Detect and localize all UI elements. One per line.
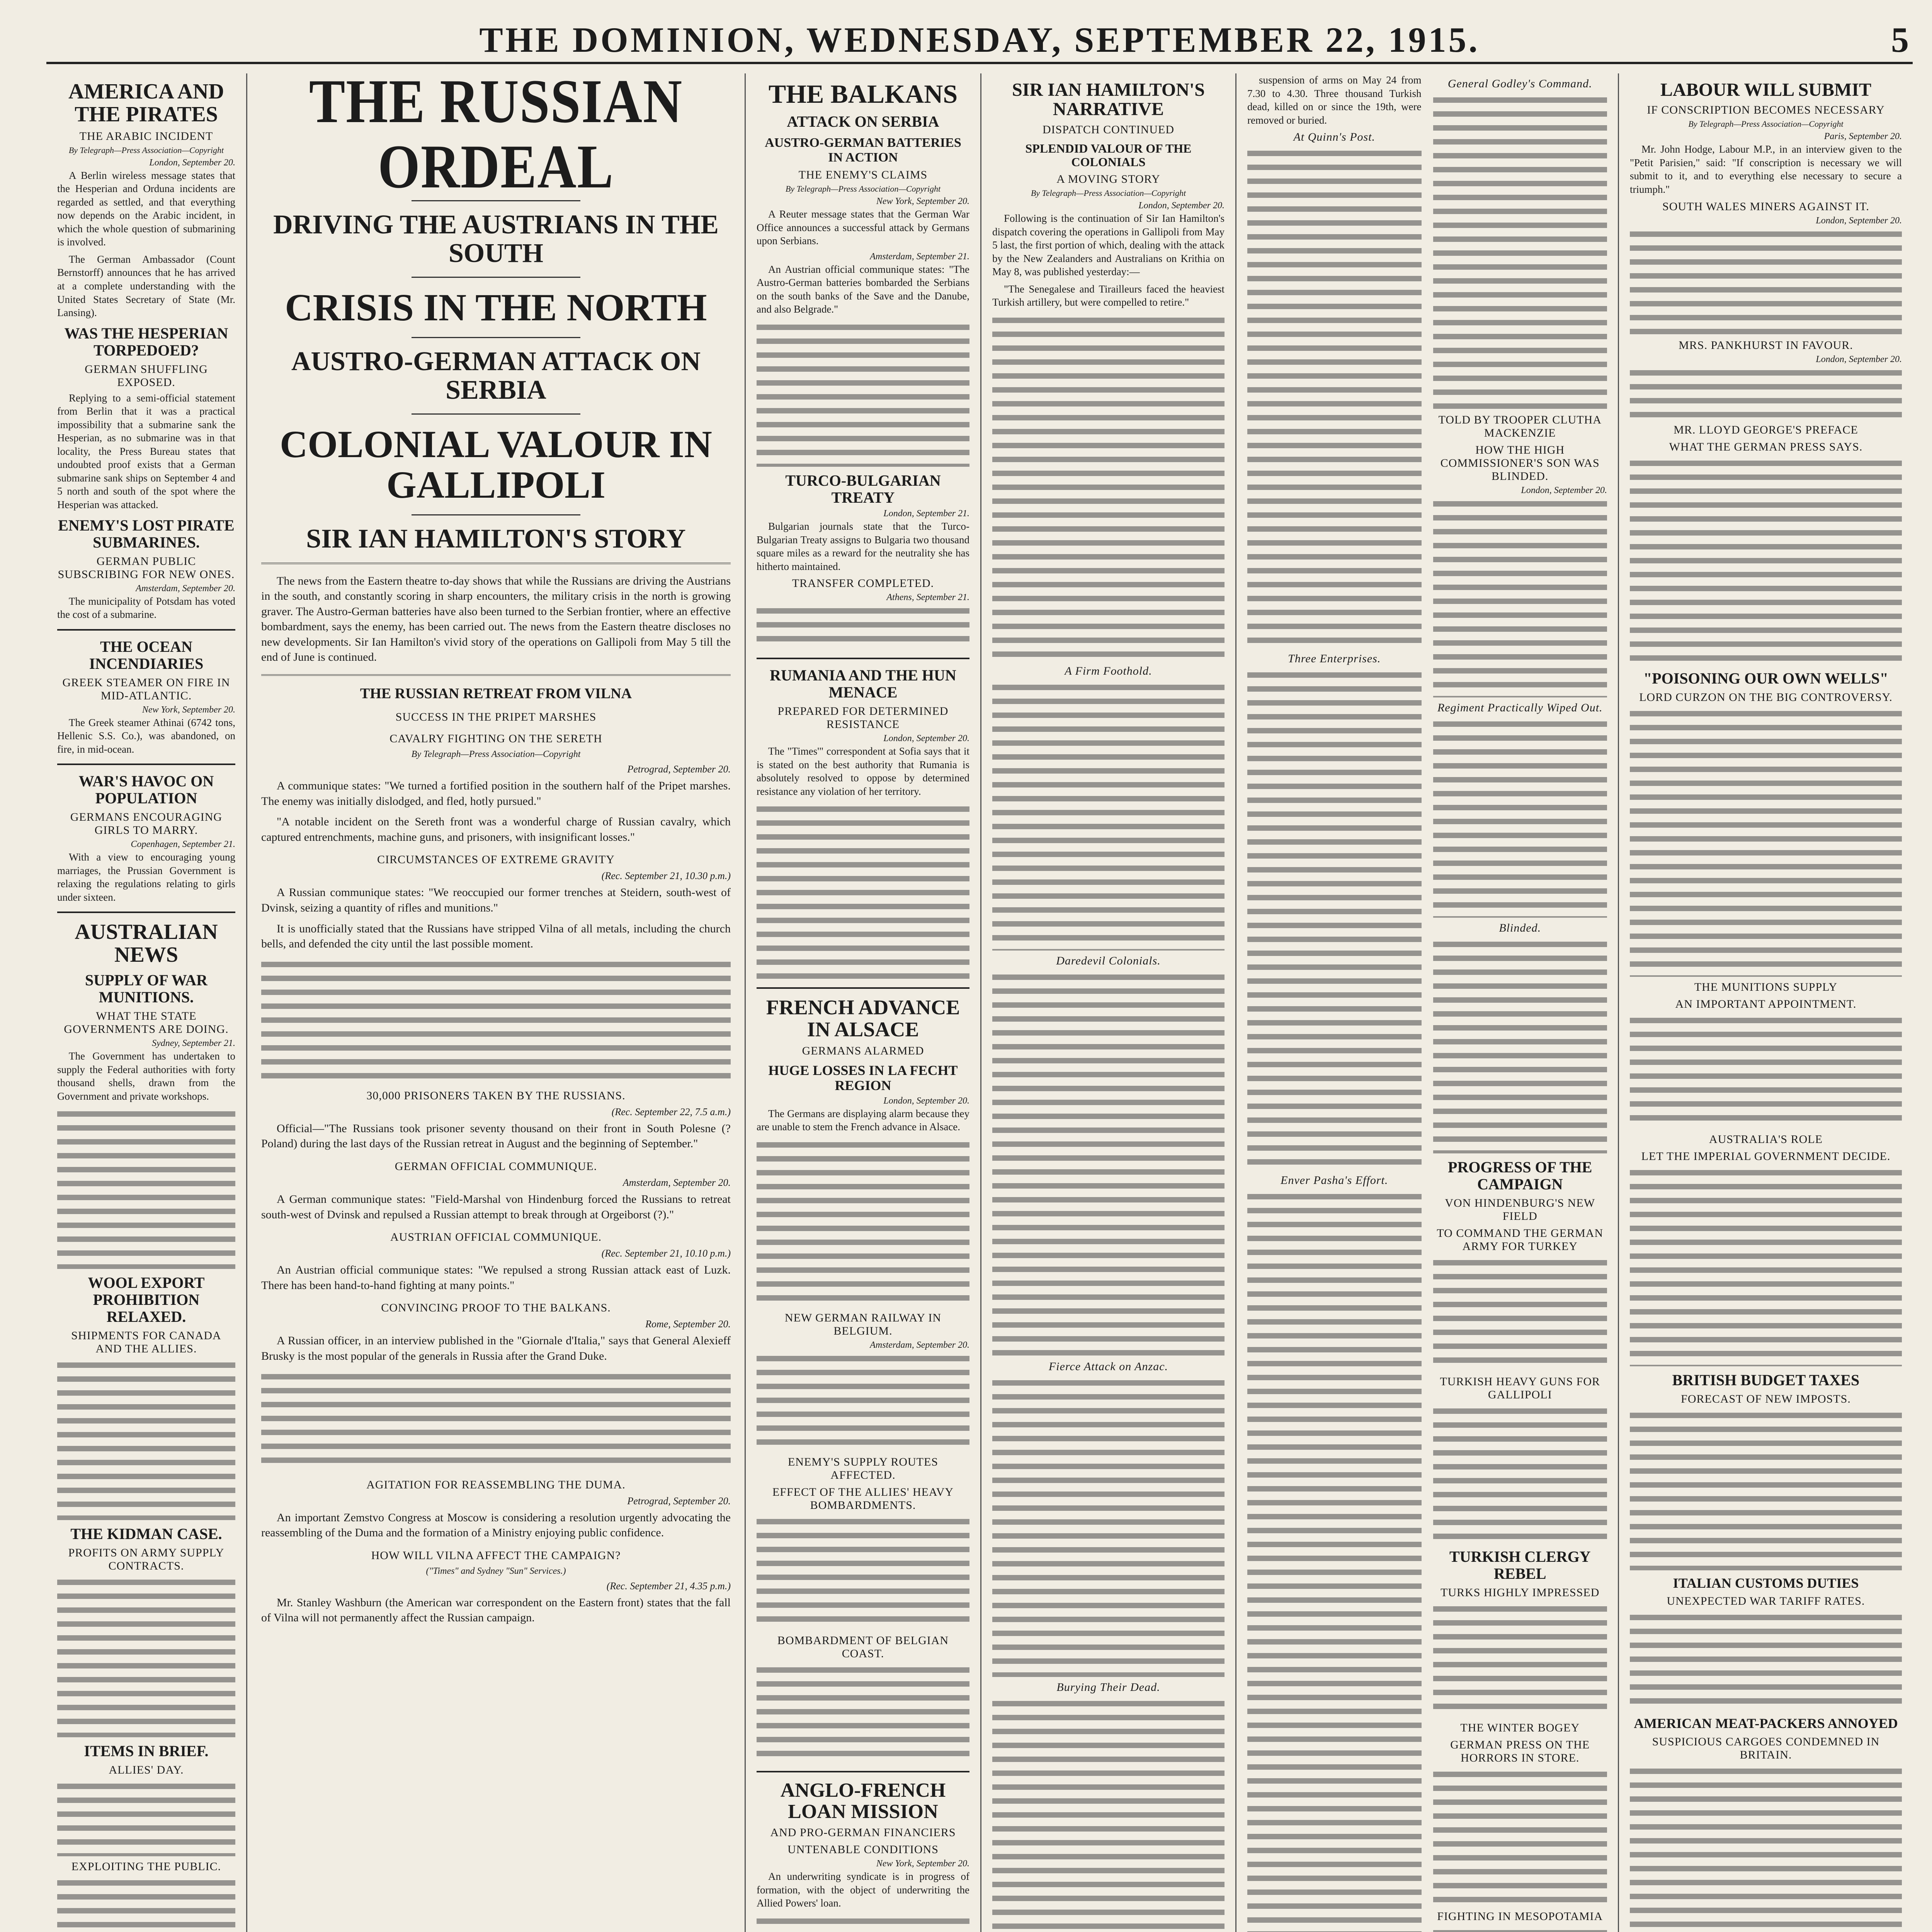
headline-pirate-submarines: ENEMY'S LOST PIRATE SUBMARINES.: [58, 516, 235, 551]
text-block: [1630, 1013, 1902, 1129]
article-text: A Russian officer, in an interview published in the "Giornale d'Italia," says that General Alexieff Brusky is the most popular of the generals in Russia after the Grand Duke.: [261, 1334, 731, 1362]
subhead: VON HINDENBURG'S NEW FIELD: [1445, 1197, 1595, 1223]
divider: [412, 337, 580, 338]
text-block: [1433, 93, 1607, 410]
dateline: London, September 20.: [883, 1095, 969, 1106]
dateline: (Rec. September 21, 10.30 p.m.): [601, 870, 731, 882]
section-subhead: AUSTRIAN OFFICIAL COMMUNIQUE.: [390, 1231, 602, 1244]
subhead: IF CONSCRIPTION BECOMES NECESSARY: [1647, 104, 1885, 117]
divider: [57, 764, 235, 765]
headline-wool-export: WOOL EXPORT PROHIBITION RELAXED.: [88, 1274, 205, 1326]
subhead: TURKISH HEAVY GUNS FOR GALLIPOLI: [1440, 1375, 1600, 1401]
headline-balkans: THE BALKANS: [768, 79, 958, 109]
subhead: FORECAST OF NEW IMPOSTS.: [1681, 1392, 1851, 1405]
text-block: [1630, 1610, 1902, 1711]
text-block: [57, 1107, 235, 1269]
section-subhead: 30,000 PRISONERS TAKEN BY THE RUSSIANS.: [366, 1089, 626, 1102]
subhead: NEW GERMAN RAILWAY IN BELGIUM.: [784, 1311, 942, 1338]
text-block: [757, 1914, 969, 1932]
subhead: TO COMMAND THE GERMAN ARMY FOR TURKEY: [1437, 1227, 1604, 1253]
dateline: Sydney, September 21.: [152, 1038, 235, 1049]
headline-america-pirates: AMERICA AND THE PIRATES: [68, 80, 224, 126]
article-text: An Austrian official communique states: "We repulsed a strong Russian attack east of Luzk. There has been hand-to-hand fighting at many points.": [261, 1264, 731, 1292]
headline-hesperian: WAS THE HESPERIAN TORPEDOED?: [64, 324, 228, 359]
subhead: A MOVING STORY: [1056, 173, 1160, 186]
headline-australian-news: AUSTRALIAN NEWS: [75, 920, 218, 967]
subhead: ALLIES' DAY.: [109, 1764, 184, 1777]
dateline: (Rec. September 21, 4.35 p.m.): [606, 1580, 731, 1592]
subhead: LORD CURZON ON THE BIG CONTROVERSY.: [1639, 690, 1893, 704]
subhead: SPLENDID VALOUR OF THE COLONIALS: [1025, 141, 1192, 169]
deck-headline: DRIVING THE AUSTRIANS IN THE SOUTH: [273, 210, 719, 268]
text-block: [1433, 1255, 1607, 1371]
dateline: Copenhagen, September 21.: [131, 839, 235, 850]
sub-column-right: [1433, 73, 1607, 1932]
divider: [412, 277, 580, 278]
subhead: WHAT THE GERMAN PRESS SAYS.: [1669, 440, 1863, 453]
headline-kidman-case: THE KIDMAN CASE.: [70, 1525, 222, 1543]
text-block: [1433, 1602, 1607, 1718]
page-number: 5: [1891, 20, 1909, 60]
subhead: Enver Pasha's Effort.: [1281, 1174, 1388, 1187]
text-block: [757, 1663, 969, 1763]
article-text: Bulgarian journals state that the Turco-Bulgarian Treaty assigns to Bulgaria two thousand square miles as a reward for the neutrality she has hitherto maintained.: [757, 520, 969, 572]
subhead: FIGHTING IN MESOPOTAMIA: [1437, 1910, 1603, 1923]
column-hamilton-narrative: [981, 73, 1236, 1932]
section-subhead: CONVINCING PROOF TO THE BALKANS.: [381, 1301, 611, 1315]
subhead: UNTENABLE CONDITIONS: [787, 1843, 939, 1856]
text-block: [992, 970, 1225, 1356]
subhead: MR. LLOYD GEORGE'S PREFACE: [1673, 423, 1858, 436]
deck-headline: CRISIS IN THE NORTH: [285, 286, 707, 329]
subhead: GERMANS ENCOURAGING GIRLS TO MARRY.: [70, 811, 223, 837]
text-block: [757, 1351, 969, 1452]
article-text: A German communique states: "Field-Marshal von Hindenburg forced the Russians to retreat south-west of Dvinsk and repulsed a Russian attempt to break through at Orgeiborst (?).": [261, 1193, 731, 1221]
article-text: Following is the continuation of Sir Ian Hamilton's dispatch covering the operations in Gallipoli from May 5 last, the first portion of which, dealing with the attack by the New Zealanders and Australians on Krithia on May 8, was published yesterday:—: [992, 213, 1225, 278]
subhead: ENEMY'S SUPPLY ROUTES AFFECTED.: [787, 1456, 938, 1482]
column-campaign: [1236, 73, 1619, 1932]
subhead: THE ENEMY'S CLAIMS: [798, 168, 928, 182]
article-text: A communique states: "We turned a fortified position in the southern half of the Pripet marshes. The enemy was initially dislodged, and fled, hotly pursued.": [261, 779, 731, 808]
article-text: Replying to a semi-official statement from Berlin that it was a practical impossibility that a submarine sank the Hesperian, as no submarine was in that locality, the Press Bureau states that undoubted proof exists that a German submarine sank ships on September 4 and 5 north and south of the spot where the Hesperian was attacked.: [57, 392, 235, 510]
byline: By Telegraph—Press Association—Copyright: [1688, 119, 1844, 129]
section-headline: THE RUSSIAN RETREAT FROM VILNA: [360, 685, 632, 702]
headline-french-advance: FRENCH ADVANCE IN ALSACE: [766, 996, 960, 1041]
subhead: SOUTH WALES MINERS AGAINST IT.: [1662, 200, 1869, 213]
section-subhead: CAVALRY FIGHTING ON THE SERETH: [389, 732, 602, 745]
text-block: [1433, 1925, 1607, 1932]
subhead: AN IMPORTANT APPOINTMENT.: [1675, 997, 1857, 1010]
subhead: TRANSFER COMPLETED.: [792, 577, 934, 590]
subhead: HUGE LOSSES IN LA FECHT REGION: [768, 1062, 958, 1094]
subhead: EFFECT OF THE ALLIES' HEAVY BOMBARDMENTS.: [772, 1486, 954, 1512]
subhead: A Firm Foothold.: [1065, 664, 1152, 677]
subhead: AUSTRO-GERMAN BATTERIES IN ACTION: [765, 136, 961, 165]
dateline: London, September 20.: [1816, 354, 1902, 364]
text-block: [757, 320, 969, 467]
article-text: suspension of arms on May 24 from 7.30 to 4.30. Three thousand Turkish dead, killed on or since the 19th, were removed or buried.: [1247, 74, 1422, 126]
text-block: [992, 1376, 1225, 1677]
text-block: [1630, 227, 1902, 335]
divider: [261, 563, 731, 564]
column-russian-ordeal: [247, 73, 746, 1932]
dateline: Amsterdam, September 20.: [136, 583, 235, 594]
text-block: [261, 957, 731, 1081]
dateline: Athens, September 21.: [886, 592, 969, 603]
text-block: [1247, 668, 1422, 1170]
article-text: Official—"The Russians took prisoner seventy thousand on their front in South Polesne (? Poland) during the last days of the Russian retreat in August and the beginning of September.": [261, 1122, 731, 1150]
article-text: The Government has undertaken to supply the Federal authorities with forty thousand shells, drawn from the Government and private workshops.: [57, 1050, 235, 1102]
headline-poisoning-wells: "POISONING OUR OWN WELLS": [1643, 669, 1888, 687]
article-text: The German Ambassador (Count Bernstorff) announces that he has arrived at a complete understanding with the United States Secretary of State (Mr. Lansing).: [57, 253, 235, 319]
text-block: [1247, 146, 1422, 648]
subhead: PROFITS ON ARMY SUPPLY CONTRACTS.: [68, 1546, 224, 1573]
divider: [57, 912, 235, 913]
subhead: WHAT THE STATE GOVERNMENTS ARE DOING.: [64, 1010, 229, 1036]
dateline: London, September 20.: [1816, 215, 1902, 226]
text-block: [1433, 497, 1607, 697]
text-block: [757, 1514, 969, 1630]
article-text: An important Zemstvo Congress at Moscow is considering a resolution urgently advocating the reassembling of the Duma and the formation of a Ministry enjoying public confidence.: [261, 1511, 731, 1539]
text-block: [1630, 1764, 1902, 1932]
dateline: Amsterdam, September 21.: [870, 251, 969, 262]
article-text: "A notable incident on the Sereth front was a wonderful charge of Russian cavalry, which captured entrenchments, machine guns, and prisoners, with insignificant losses.": [261, 815, 731, 844]
article-text: A Berlin wireless message states that the Hesperian and Orduna incidents are regarded as settled, and that everything now depends on the Arabic incident, in which the whole question of submarining is involved.: [57, 169, 235, 248]
subhead: TURKS HIGHLY IMPRESSED: [1440, 1586, 1600, 1599]
subhead: Burying Their Dead.: [1056, 1680, 1160, 1694]
divider: [412, 514, 580, 515]
article-text: It is unofficially stated that the Russians have stripped Vilna of all metals, including the church bells, and defended the city until the last possible moment.: [261, 922, 731, 951]
headline-rumania: RUMANIA AND THE HUN MENACE: [770, 667, 956, 701]
text-block: [757, 802, 969, 980]
text-block: [57, 1358, 235, 1520]
article-text: The Greek steamer Athinai (6742 tons, Hellenic S.S. Co.), was abandoned, on fire, in mid-ocean.: [57, 716, 235, 755]
headline-items-brief: ITEMS IN BRIEF.: [84, 1742, 209, 1760]
lead-paragraph: The news from the Eastern theatre to-day shows that while the Russians are driving the Austrians in the south, and constantly scoring in sharp encounters, the military crisis in the north is growing graver. The Austro-German batteries have also been turned to the Serbian frontier, where an effective bombardment, says the enemy, has been carried out. The news from the Eastern theatre discloses no new developments. Sir Ian Hamilton's vivid story of the operations on Gallipoli from May 5 till the end of June is continued.: [261, 574, 731, 664]
article-text: The "Times'" correspondent at Sofia says that it is stated on the best authority that Rumania is absolutely resolved to oppose by determined resistance any violation of her territory.: [757, 745, 969, 797]
headline-anglo-french-loan: ANGLO-FRENCH LOAN MISSION: [780, 1779, 946, 1823]
subhead: SHIPMENTS FOR CANADA AND THE ALLIES.: [71, 1329, 221, 1355]
column-balkans: [746, 73, 981, 1932]
subhead: GERMANS ALARMED: [802, 1044, 924, 1057]
byline: By Telegraph—Press Association—Copyright: [68, 145, 224, 155]
text-block: [1433, 717, 1607, 918]
dateline: (Rec. September 22, 7.5 a.m.): [611, 1106, 731, 1117]
deck-headline: SIR IAN HAMILTON'S STORY: [306, 524, 686, 554]
subhead: AUSTRALIA'S ROLE: [1709, 1133, 1823, 1146]
divider: [412, 413, 580, 415]
text-block: [992, 680, 1225, 951]
dateline: Petrograd, September 20.: [627, 1495, 731, 1507]
subhead: EXPLOITING THE PUBLIC.: [71, 1860, 221, 1873]
dateline: Amsterdam, September 20.: [622, 1177, 731, 1188]
text-block: [757, 604, 969, 650]
text-block: [57, 1575, 235, 1737]
dateline: Paris, September 20.: [1824, 131, 1902, 142]
subhead: LET THE IMPERIAL GOVERNMENT DECIDE.: [1641, 1150, 1891, 1163]
article-text: Mr. Stanley Washburn (the American war correspondent on the Eastern front) states that the fall of Vilna will not permanently affect the Russian campaign.: [261, 1596, 731, 1624]
section-subhead: CIRCUMSTANCES OF EXTREME GRAVITY: [377, 853, 615, 866]
subhead: Three Enterprises.: [1288, 652, 1381, 665]
headline-hamilton-narrative: SIR IAN HAMILTON'S NARRATIVE: [1012, 80, 1205, 120]
dateline: Petrograd, September 20.: [627, 764, 731, 775]
headline-turkish-clergy: TURKISH CLERGY REBEL: [1449, 1548, 1591, 1582]
section-subhead: AGITATION FOR REASSEMBLING THE DUMA.: [366, 1478, 626, 1491]
article-text: A Reuter message states that the German War Office announces a successful attack by Germans upon Serbians.: [757, 208, 969, 247]
text-block: [57, 1876, 235, 1932]
subhead: GREEK STEAMER ON FIRE IN MID-ATLANTIC.: [62, 676, 230, 702]
column-labour: [1619, 73, 1913, 1932]
divider: [57, 629, 235, 631]
masthead: [46, 15, 1913, 64]
subhead: HOW THE HIGH COMMISSIONER'S SON WAS BLINDED.: [1440, 444, 1600, 483]
dateline: (Rec. September 21, 10.10 p.m.): [601, 1248, 731, 1259]
dateline: London, September 20.: [1138, 201, 1225, 211]
byline: ("Times" and Sydney "Sun" Services.): [426, 1566, 566, 1576]
text-block: [1433, 937, 1607, 1153]
text-block: [1247, 1189, 1422, 1932]
subhead: General Godley's Command.: [1447, 77, 1592, 90]
text-block: [992, 1696, 1225, 1932]
deck-headline: AUSTRO-GERMAN ATTACK ON SERBIA: [291, 347, 701, 405]
subhead: GERMAN SHUFFLING EXPOSED.: [85, 362, 208, 389]
headline-ocean-incendiaries: THE OCEAN INCENDIARIES: [89, 638, 204, 672]
subhead: ATTACK ON SERBIA: [787, 113, 939, 131]
article-text: A Russian communique states: "We reoccupied our former trenches at Steidern, south-west of Dvinsk, seizing a quantity of rifles and munitions.": [261, 886, 731, 915]
dateline: London, September 21.: [883, 509, 969, 519]
article-text: Mr. John Hodge, Labour M.P., in an interview given to the "Petit Parisien," said: "If conscription is necessary we will submit to it, and to everything else necessary to secure a triumph.": [1630, 143, 1902, 196]
subhead: THE MUNITIONS SUPPLY: [1694, 980, 1838, 993]
text-block: [992, 313, 1225, 661]
dateline: Amsterdam, September 20.: [870, 1340, 969, 1350]
headline-italian-customs: ITALIAN CUSTOMS DUTIES: [1673, 1575, 1859, 1591]
byline: By Telegraph—Press Association—Copyright: [411, 749, 581, 760]
article-text: The municipality of Potsdam has voted the cost of a submarine.: [57, 595, 235, 621]
text-block: [1630, 1408, 1902, 1570]
subhead: AND PRO-GERMAN FINANCIERS: [770, 1826, 956, 1839]
divider: [757, 1771, 969, 1772]
sub-column-left: [1247, 73, 1422, 1932]
dateline: Rome, September 20.: [645, 1318, 731, 1330]
dateline: London, September 20.: [1521, 485, 1607, 495]
subhead: DISPATCH CONTINUED: [1042, 123, 1175, 136]
byline: By Telegraph—Press Association—Copyright: [785, 184, 941, 194]
subhead: SUPPLY OF WAR MUNITIONS.: [85, 971, 208, 1006]
column-1: [46, 73, 247, 1932]
subhead: GERMAN PRESS ON THE HORRORS IN STORE.: [1450, 1738, 1590, 1764]
dateline: London, September 20.: [883, 733, 969, 744]
article-text: The Germans are displaying alarm because they are unable to stem the French advance in Alsace.: [757, 1107, 969, 1133]
article-text: An Austrian official communique states: "The Austro-German batteries bombarded the Serbians on the south banks of the Save and the Danube, and also Belgrade.": [757, 263, 969, 315]
text-block: [1630, 706, 1902, 977]
article-text: With a view to encouraging young marriages, the Prussian Government is relaxing the regulations relating to girls under sixteen.: [57, 851, 235, 903]
text-block: [1630, 456, 1902, 665]
article-text: "The Senegalese and Tirailleurs faced the heaviest Turkish artillery, but were compelled to retire.": [992, 283, 1225, 308]
text-block: [1433, 1767, 1607, 1906]
masthead-title: THE DOMINION, WEDNESDAY, SEPTEMBER 22, 1915.: [479, 20, 1480, 60]
divider: [757, 658, 969, 659]
headline-wars-havoc: WAR'S HAVOC ON POPULATION: [78, 772, 214, 807]
byline: By Telegraph—Press Association—Copyright: [1031, 188, 1186, 198]
subhead: Fierce Attack on Anzac.: [1048, 1360, 1168, 1373]
subhead: SUSPICIOUS CARGOES CONDEMNED IN BRITAIN.: [1652, 1735, 1880, 1761]
divider: [757, 987, 969, 989]
subhead: At Quinn's Post.: [1293, 131, 1376, 144]
headline-progress-campaign: PROGRESS OF THE CAMPAIGN: [1448, 1158, 1592, 1193]
subhead-arabic-incident: THE ARABIC INCIDENT: [79, 129, 213, 143]
subhead: PREPARED FOR DETERMINED RESISTANCE: [777, 705, 949, 731]
subhead: Daredevil Colonials.: [1056, 954, 1161, 967]
text-block: [57, 1779, 235, 1856]
headline-labour-submit: LABOUR WILL SUBMIT: [1660, 80, 1871, 100]
dateline: London, September 20.: [149, 157, 235, 168]
main-headline: THE RUSSIAN ORDEAL: [309, 73, 683, 201]
article-text: An underwriting syndicate is in progress of formation, with the object of underwriting the Allied Powers' loan.: [757, 1871, 969, 1909]
subhead: BOMBARDMENT OF BELGIAN COAST.: [777, 1634, 949, 1660]
text-block: [1433, 1404, 1607, 1543]
text-block: [1630, 1165, 1902, 1366]
subhead: Blinded.: [1499, 922, 1541, 934]
text-block: [261, 1369, 731, 1470]
section-subhead: GERMAN OFFICIAL COMMUNIQUE.: [395, 1160, 597, 1173]
divider: [261, 674, 731, 676]
text-block: [1630, 366, 1902, 420]
text-block: [757, 1138, 969, 1308]
subhead: Regiment Practically Wiped Out.: [1437, 701, 1603, 714]
dateline: New York, September 20.: [876, 196, 969, 207]
deck-headline: COLONIAL VALOUR IN GALLIPOLI: [280, 423, 712, 506]
subhead: TOLD BY TROOPER CLUTHA MACKENZIE: [1438, 413, 1602, 439]
headline-turco-bulgarian: TURCO-BULGARIAN TREATY: [785, 472, 941, 506]
subhead: UNEXPECTED WAR TARIFF RATES.: [1667, 1595, 1865, 1608]
dateline: New York, September 20.: [142, 704, 235, 715]
subhead: MRS. PANKHURST IN FAVOUR.: [1679, 338, 1853, 352]
section-subhead: SUCCESS IN THE PRIPET MARSHES: [395, 711, 597, 724]
headline-british-budget: BRITISH BUDGET TAXES: [1672, 1371, 1860, 1389]
headline-meat-packers: AMERICAN MEAT-PACKERS ANNOYED: [1634, 1716, 1898, 1731]
subhead: THE WINTER BOGEY: [1460, 1721, 1580, 1734]
section-subhead: HOW WILL VILNA AFFECT THE CAMPAIGN?: [371, 1549, 621, 1562]
dateline: New York, September 20.: [876, 1859, 969, 1869]
subhead: GERMAN PUBLIC SUBSCRIBING FOR NEW ONES.: [58, 554, 235, 581]
